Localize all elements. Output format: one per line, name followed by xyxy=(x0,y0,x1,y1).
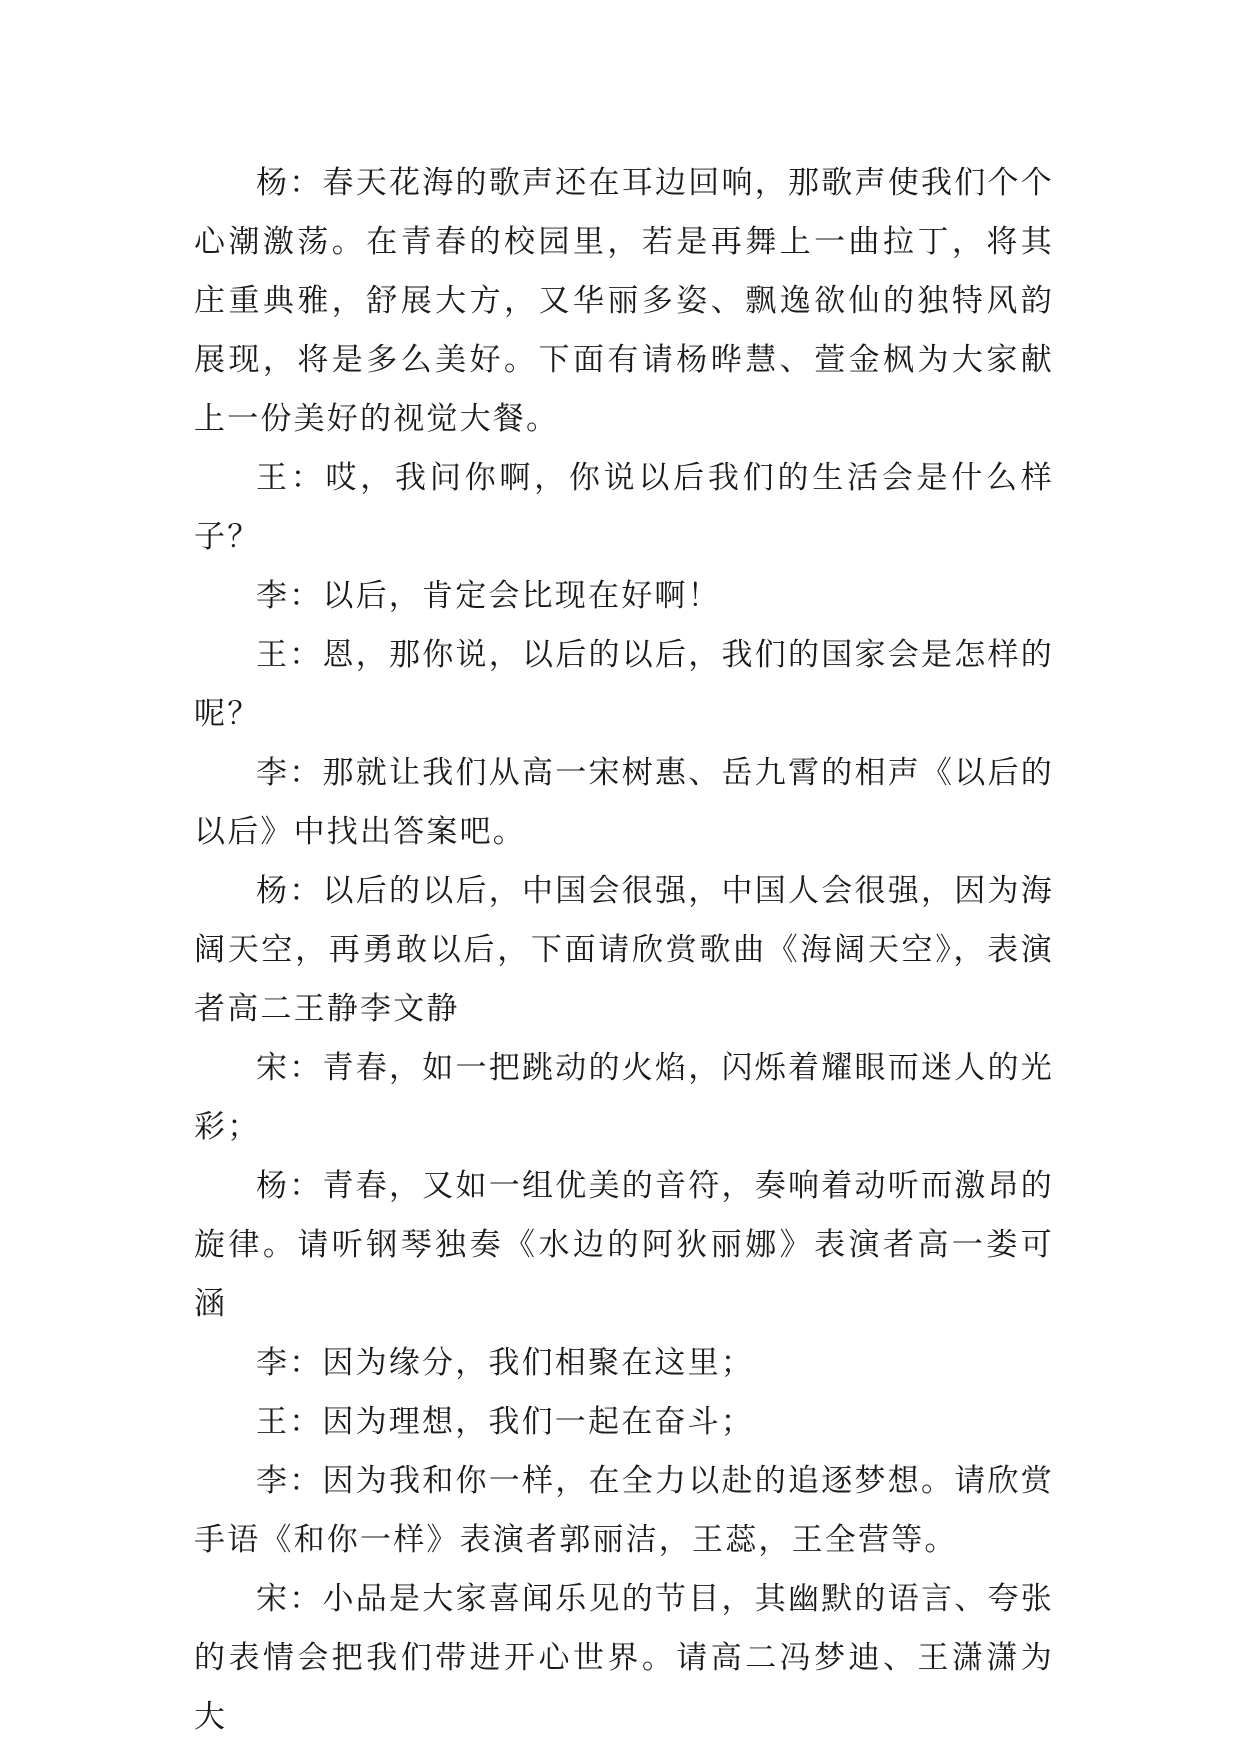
paragraph-li-crosstalk: 李：那就让我们从高一宋树惠、岳九霄的相声《以后的以后》中找出答案吧。 xyxy=(194,755,1054,850)
paragraph-li-better: 李：以后，肯定会比现在好啊！ xyxy=(256,578,721,614)
document-body xyxy=(194,154,1054,1747)
paragraph-yang-piano: 杨：青春，又如一组优美的音符，奏响着动听而激昂的旋律。请听钢琴独奏《水边的阿狄丽娜》表演者高一娄可涵 xyxy=(194,1168,1054,1322)
paragraph-song-sketch: 宋：小品是大家喜闻乐见的节目，其幽默的语言、夸张的表情会把我们带进开心世界。请高二冯梦迪、王潇潇为大 xyxy=(194,1581,1054,1735)
paragraph-yang-song: 杨：以后的以后，中国会很强，中国人会很强，因为海阔天空，再勇敢以后，下面请欣赏歌曲《海阔天空》，表演者高二王静李文静 xyxy=(194,873,1054,1027)
paragraph-li-sign-language: 李：因为我和你一样，在全力以赴的追逐梦想。请欣赏手语《和你一样》表演者郭丽洁，王蕊，王全营等。 xyxy=(194,1463,1054,1558)
paragraph-song-youth-flame: 宋：青春，如一把跳动的火焰，闪烁着耀眼而迷人的光彩； xyxy=(194,1050,1054,1145)
paragraph-wang-ideal: 王：因为理想，我们一起在奋斗； xyxy=(256,1404,754,1440)
paragraph-li-fate: 李：因为缘分，我们相聚在这里； xyxy=(256,1345,754,1381)
paragraph-wang-future-life: 王：哎，我问你啊，你说以后我们的生活会是什么样子？ xyxy=(194,460,1054,555)
paragraph-wang-country: 王：恩，那你说，以后的以后，我们的国家会是怎样的呢？ xyxy=(194,637,1054,732)
paragraph-yang-latin-dance: 杨：春天花海的歌声还在耳边回响，那歌声使我们个个心潮激荡。在青春的校园里，若是再舞上一曲拉丁，将其庄重典雅，舒展大方，又华丽多姿、飘逸欲仙的独特风韵展现，将是多么美好。下面有请杨晔慧、萱金枫为大家献上一份美好的视觉大餐。 xyxy=(194,165,1054,437)
